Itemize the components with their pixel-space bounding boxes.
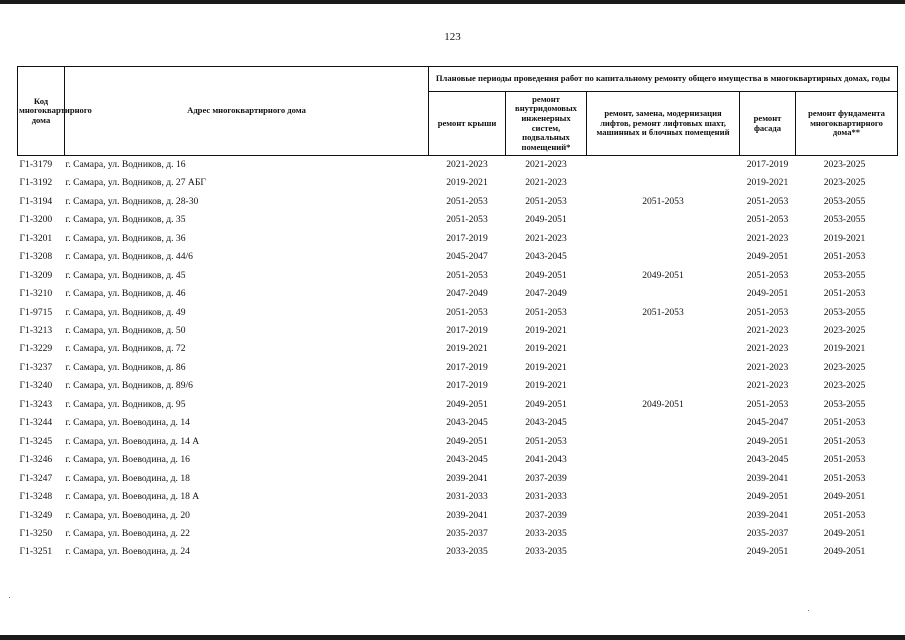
address-cell: г. Самара, ул. Водников, д. 95 [65,398,186,410]
table-row [18,433,898,451]
house-code-cell: Г1-3248 [19,491,53,503]
header-facade: ремонт фасада [740,92,796,156]
table-row [18,341,898,359]
header-foundation: ремонт фундамента многоквартирного дома** [796,92,898,156]
lifts-period-cell [587,230,740,248]
foundation-period-cell: 2023-2025 [823,380,866,392]
lifts-period-cell: 2051-2053 [642,306,684,318]
roof-period-cell: 2051-2053 [446,214,488,226]
address-cell: г. Самара, ул. Воеводина, д. 24 [65,546,190,558]
roof-period-cell: 2043-2045 [446,454,488,466]
address-cell: г. Самара, ул. Водников, д. 36 [65,232,186,244]
house-code-cell: Г1-3194 [19,195,53,207]
house-code-cell: Г1-3243 [19,398,53,410]
roof-period-cell: 2051-2053 [446,306,488,318]
roof-period-cell: 2017-2019 [446,361,488,373]
lifts-period-cell [587,377,740,395]
roof-period-cell: 2051-2053 [446,195,488,207]
systems-period-cell: 2051-2053 [525,195,567,207]
lifts-period-cell [587,433,740,451]
address-cell: г. Самара, ул. Водников, д. 44/6 [65,251,193,263]
facade-period-cell: 2035-2037 [746,528,789,540]
facade-period-cell: 2039-2041 [746,472,789,484]
address-cell: г. Самара, ул. Воеводина, д. 18 А [65,491,200,503]
table-row [18,174,898,192]
systems-period-cell: 2041-2043 [525,454,567,466]
house-code-cell: Г1-3249 [19,509,53,521]
lifts-period-cell: 2049-2051 [642,398,684,410]
roof-period-cell: 2043-2045 [446,417,488,429]
foundation-period-cell: 2023-2025 [823,177,866,189]
house-code-cell: Г1-3237 [19,361,53,373]
roof-period-cell: 2051-2053 [446,269,488,281]
facade-period-cell: 2021-2023 [746,232,789,244]
foundation-period-cell: 2049-2051 [823,528,866,540]
systems-period-cell: 2047-2049 [525,288,567,300]
roof-period-cell: 2039-2041 [446,472,488,484]
roof-period-cell: 2019-2021 [446,343,488,355]
table-row [18,396,898,414]
systems-period-cell: 2021-2023 [506,156,587,175]
house-code-cell: Г1-3201 [19,232,53,244]
lifts-period-cell [587,285,740,303]
lifts-period-cell [587,414,740,432]
lifts-period-cell: 2049-2051 [642,269,684,281]
systems-period-cell: 2019-2021 [525,380,567,392]
address-cell: г. Самара, ул. Водников, д. 16 [65,156,429,175]
facade-period-cell: 2017-2019 [740,156,796,175]
address-cell: г. Самара, ул. Водников, д. 86 [65,361,186,373]
house-code-cell: Г1-3229 [19,343,53,355]
house-code-cell: Г1-3250 [19,528,53,540]
address-cell: г. Самара, ул. Воеводина, д. 18 [65,472,190,484]
table-row [18,359,898,377]
systems-period-cell: 2043-2045 [525,251,567,263]
lifts-period-cell [587,488,740,506]
roof-period-cell: 2017-2019 [446,232,488,244]
house-code-cell: Г1-3192 [19,177,53,189]
facade-period-cell: 2049-2051 [746,251,789,263]
header-systems: ремонт внутридомовых инженерных систем, подвальных помещений* [506,92,587,156]
systems-period-cell: 2043-2045 [525,417,567,429]
facade-period-cell: 2051-2053 [746,214,789,226]
repair-schedule-table [17,66,898,562]
systems-period-cell: 2033-2035 [525,546,567,558]
lifts-period-cell [587,507,740,525]
table-row [18,525,898,543]
systems-period-cell: 2019-2021 [525,343,567,355]
header-lifts: ремонт, замена, модернизация лифтов, ремонт лифтовых шахт, машинных и блочных помещений [587,92,740,156]
table-row [18,267,898,285]
foundation-period-cell: 2051-2053 [823,435,866,447]
roof-period-cell: 2017-2019 [446,325,488,337]
address-cell: г. Самара, ул. Воеводина, д. 14 [65,417,190,429]
scan-speck [9,597,10,598]
header-row-top [18,67,898,92]
facade-period-cell: 2051-2053 [746,398,789,410]
roof-period-cell: 2049-2051 [446,398,488,410]
facade-period-cell: 2051-2053 [746,195,789,207]
facade-period-cell: 2021-2023 [746,325,789,337]
house-code-cell: Г1-9715 [19,306,53,318]
page-number: 123 [444,31,461,43]
lifts-period-cell [587,341,740,359]
foundation-period-cell: 2023-2025 [796,156,898,175]
foundation-period-cell: 2053-2055 [823,269,866,281]
roof-period-cell: 2039-2041 [446,509,488,521]
address-cell: г. Самара, ул. Водников, д. 27 АБГ [65,177,206,189]
table-row [18,193,898,211]
foundation-period-cell: 2051-2053 [823,288,866,300]
foundation-period-cell: 2019-2021 [823,343,866,355]
address-cell: г. Самара, ул. Водников, д. 72 [65,343,186,355]
facade-period-cell: 2049-2051 [746,435,789,447]
systems-period-cell: 2019-2021 [525,325,567,337]
systems-period-cell: 2019-2021 [525,361,567,373]
lifts-period-cell [587,322,740,340]
roof-period-cell: 2033-2035 [446,546,488,558]
lifts-period-cell [587,451,740,469]
table-row [18,377,898,395]
foundation-period-cell: 2051-2053 [823,454,866,466]
house-code-cell: Г1-3247 [19,472,53,484]
foundation-period-cell: 2049-2051 [823,491,866,503]
house-code-cell: Г1-3244 [19,417,53,429]
lifts-period-cell [587,174,740,192]
header-periods-group: Плановые периоды проведения работ по капитальному ремонту общего имущества в многоквартирных домах, годы [429,67,898,92]
table-row [18,156,898,175]
table-row [18,248,898,266]
table-body [18,156,898,562]
table-row [18,211,898,229]
systems-period-cell: 2049-2051 [525,269,567,281]
table-row [18,451,898,469]
header-code: Код многоквартирного дома [18,67,65,156]
facade-period-cell: 2039-2041 [746,509,789,521]
systems-period-cell: 2037-2039 [525,472,567,484]
table-row [18,322,898,340]
systems-period-cell: 2031-2033 [525,491,567,503]
address-cell: г. Самара, ул. Водников, д. 49 [65,306,186,318]
systems-period-cell: 2049-2051 [525,398,567,410]
lifts-period-cell [587,211,740,229]
systems-period-cell: 2037-2039 [525,509,567,521]
address-cell: г. Самара, ул. Воеводина, д. 22 [65,528,190,540]
lifts-period-cell [587,470,740,488]
foundation-period-cell: 2049-2051 [823,546,866,558]
house-code-cell: Г1-3208 [19,251,53,263]
scan-bottom-border [0,635,905,640]
roof-period-cell: 2049-2051 [446,435,488,447]
foundation-period-cell: 2051-2053 [823,509,866,521]
address-cell: г. Самара, ул. Водников, д. 89/6 [65,380,193,392]
house-code-cell: Г1-3179 [18,156,65,175]
address-cell: г. Самара, ул. Водников, д. 46 [65,288,186,300]
facade-period-cell: 2049-2051 [746,288,789,300]
lifts-period-cell [587,544,740,562]
facade-period-cell: 2021-2023 [746,343,789,355]
address-cell: г. Самара, ул. Водников, д. 35 [65,214,186,226]
facade-period-cell: 2045-2047 [746,417,789,429]
foundation-period-cell: 2051-2053 [823,251,866,263]
house-code-cell: Г1-3246 [19,454,53,466]
address-cell: г. Самара, ул. Водников, д. 45 [65,269,186,281]
roof-period-cell: 2019-2021 [446,177,488,189]
systems-period-cell: 2049-2051 [525,214,567,226]
roof-period-cell: 2031-2033 [446,491,488,503]
table-row [18,470,898,488]
roof-period-cell: 2035-2037 [446,528,488,540]
facade-period-cell: 2051-2053 [746,306,789,318]
systems-period-cell: 2021-2023 [525,232,567,244]
table-row [18,285,898,303]
systems-period-cell: 2033-2035 [525,528,567,540]
lifts-period-cell [587,525,740,543]
table-row [18,230,898,248]
systems-period-cell: 2051-2053 [525,435,567,447]
facade-period-cell: 2049-2051 [746,546,789,558]
house-code-cell: Г1-3210 [19,288,53,300]
house-code-cell: Г1-3209 [19,269,53,281]
roof-period-cell: 2017-2019 [446,380,488,392]
address-cell: г. Самара, ул. Водников, д. 50 [65,325,186,337]
systems-period-cell: 2051-2053 [525,306,567,318]
house-code-cell: Г1-3240 [19,380,53,392]
foundation-period-cell: 2023-2025 [823,325,866,337]
table-row [18,304,898,322]
house-code-cell: Г1-3251 [19,546,53,558]
facade-period-cell: 2049-2051 [746,491,789,503]
scan-top-border [0,0,905,4]
facade-period-cell: 2019-2021 [746,177,789,189]
facade-period-cell: 2043-2045 [746,454,789,466]
foundation-period-cell: 2053-2055 [823,195,866,207]
lifts-period-cell [587,248,740,266]
scan-speck [808,610,809,611]
foundation-period-cell: 2051-2053 [823,417,866,429]
house-code-cell: Г1-3245 [19,435,53,447]
lifts-period-cell: 2051-2053 [642,195,684,207]
table-row [18,414,898,432]
foundation-period-cell: 2019-2021 [823,232,866,244]
address-cell: г. Самара, ул. Воеводина, д. 14 А [65,435,200,447]
address-cell: г. Самара, ул. Воеводина, д. 16 [65,454,190,466]
foundation-period-cell: 2053-2055 [823,306,866,318]
facade-period-cell: 2021-2023 [746,380,789,392]
roof-period-cell: 2047-2049 [446,288,488,300]
table-row [18,488,898,506]
header-roof: ремонт крыши [429,92,506,156]
lifts-period-cell [587,359,740,377]
house-code-cell: Г1-3213 [19,325,53,337]
address-cell: г. Самара, ул. Водников, д. 28-30 [65,195,199,207]
lifts-period-cell [587,156,740,175]
address-cell: г. Самара, ул. Воеводина, д. 20 [65,509,190,521]
foundation-period-cell: 2051-2053 [823,472,866,484]
systems-period-cell: 2021-2023 [525,177,567,189]
facade-period-cell: 2021-2023 [746,361,789,373]
roof-period-cell: 2021-2023 [429,156,506,175]
table-row [18,507,898,525]
house-code-cell: Г1-3200 [19,214,53,226]
roof-period-cell: 2045-2047 [446,251,488,263]
foundation-period-cell: 2053-2055 [823,214,866,226]
table-row [18,544,898,562]
foundation-period-cell: 2023-2025 [823,361,866,373]
foundation-period-cell: 2053-2055 [823,398,866,410]
header-address: Адрес многоквартирного дома [65,67,429,156]
facade-period-cell: 2051-2053 [746,269,789,281]
